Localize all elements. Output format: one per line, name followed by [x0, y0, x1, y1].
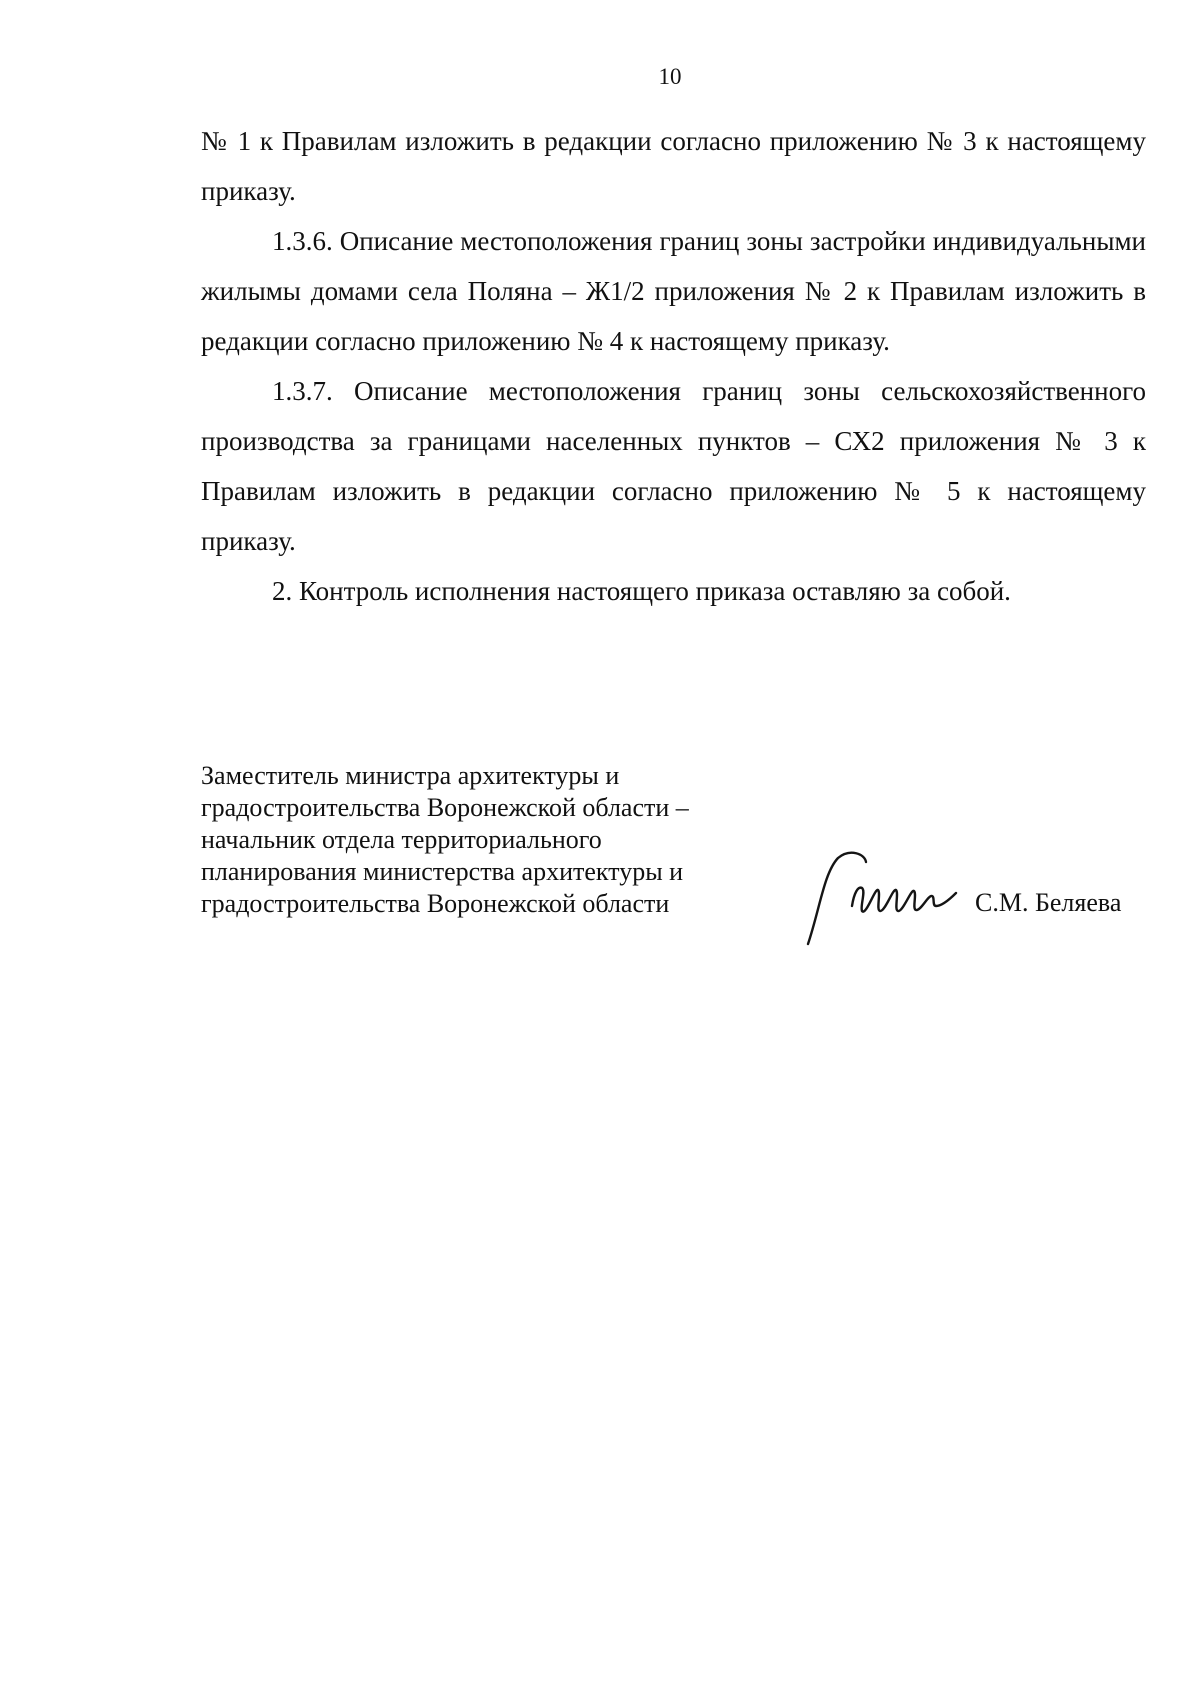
signatory-position-line: планирования министерства архитектуры и: [201, 857, 684, 886]
paragraph-continuation: № 1 к Правилам изложить в редакции согласно приложению № 3 к настоящему приказу.: [201, 126, 1146, 206]
signatory-position-line: начальник отдела территориального: [201, 825, 602, 854]
paragraph-1-3-6: 1.3.6. Описание местоположения границ зоны застройки индивидуальными жилымы домами села Поляна – Ж1/2 приложения № 2 к Правилам изложить в редакции согласно приложению № 4 к настоящему приказу.: [201, 226, 1146, 356]
signatory-position: [201, 760, 761, 920]
page-number: 10: [658, 64, 682, 89]
signatory-position-line: градостроительства Воронежской области –: [201, 793, 689, 822]
body-text: [201, 116, 1146, 616]
paragraph-1-3-7: 1.3.7. Описание местоположения границ зоны сельскохозяйственного производства за границами населенных пунктов – СХ2 приложения № 3 к Правилам изложить в редакции согласно приложению № 5 к настоящему приказу.: [201, 376, 1146, 556]
signatory-position-line: градостроительства Воронежской области: [201, 889, 670, 918]
paragraph-2-control: 2. Контроль исполнения настоящего приказа оставляю за собой.: [272, 576, 1011, 606]
signatory-name: С.М. Беляева: [975, 888, 1122, 917]
signatory-position-line: Заместитель министра архитектуры и: [201, 761, 620, 790]
handwritten-signature: [800, 848, 960, 948]
